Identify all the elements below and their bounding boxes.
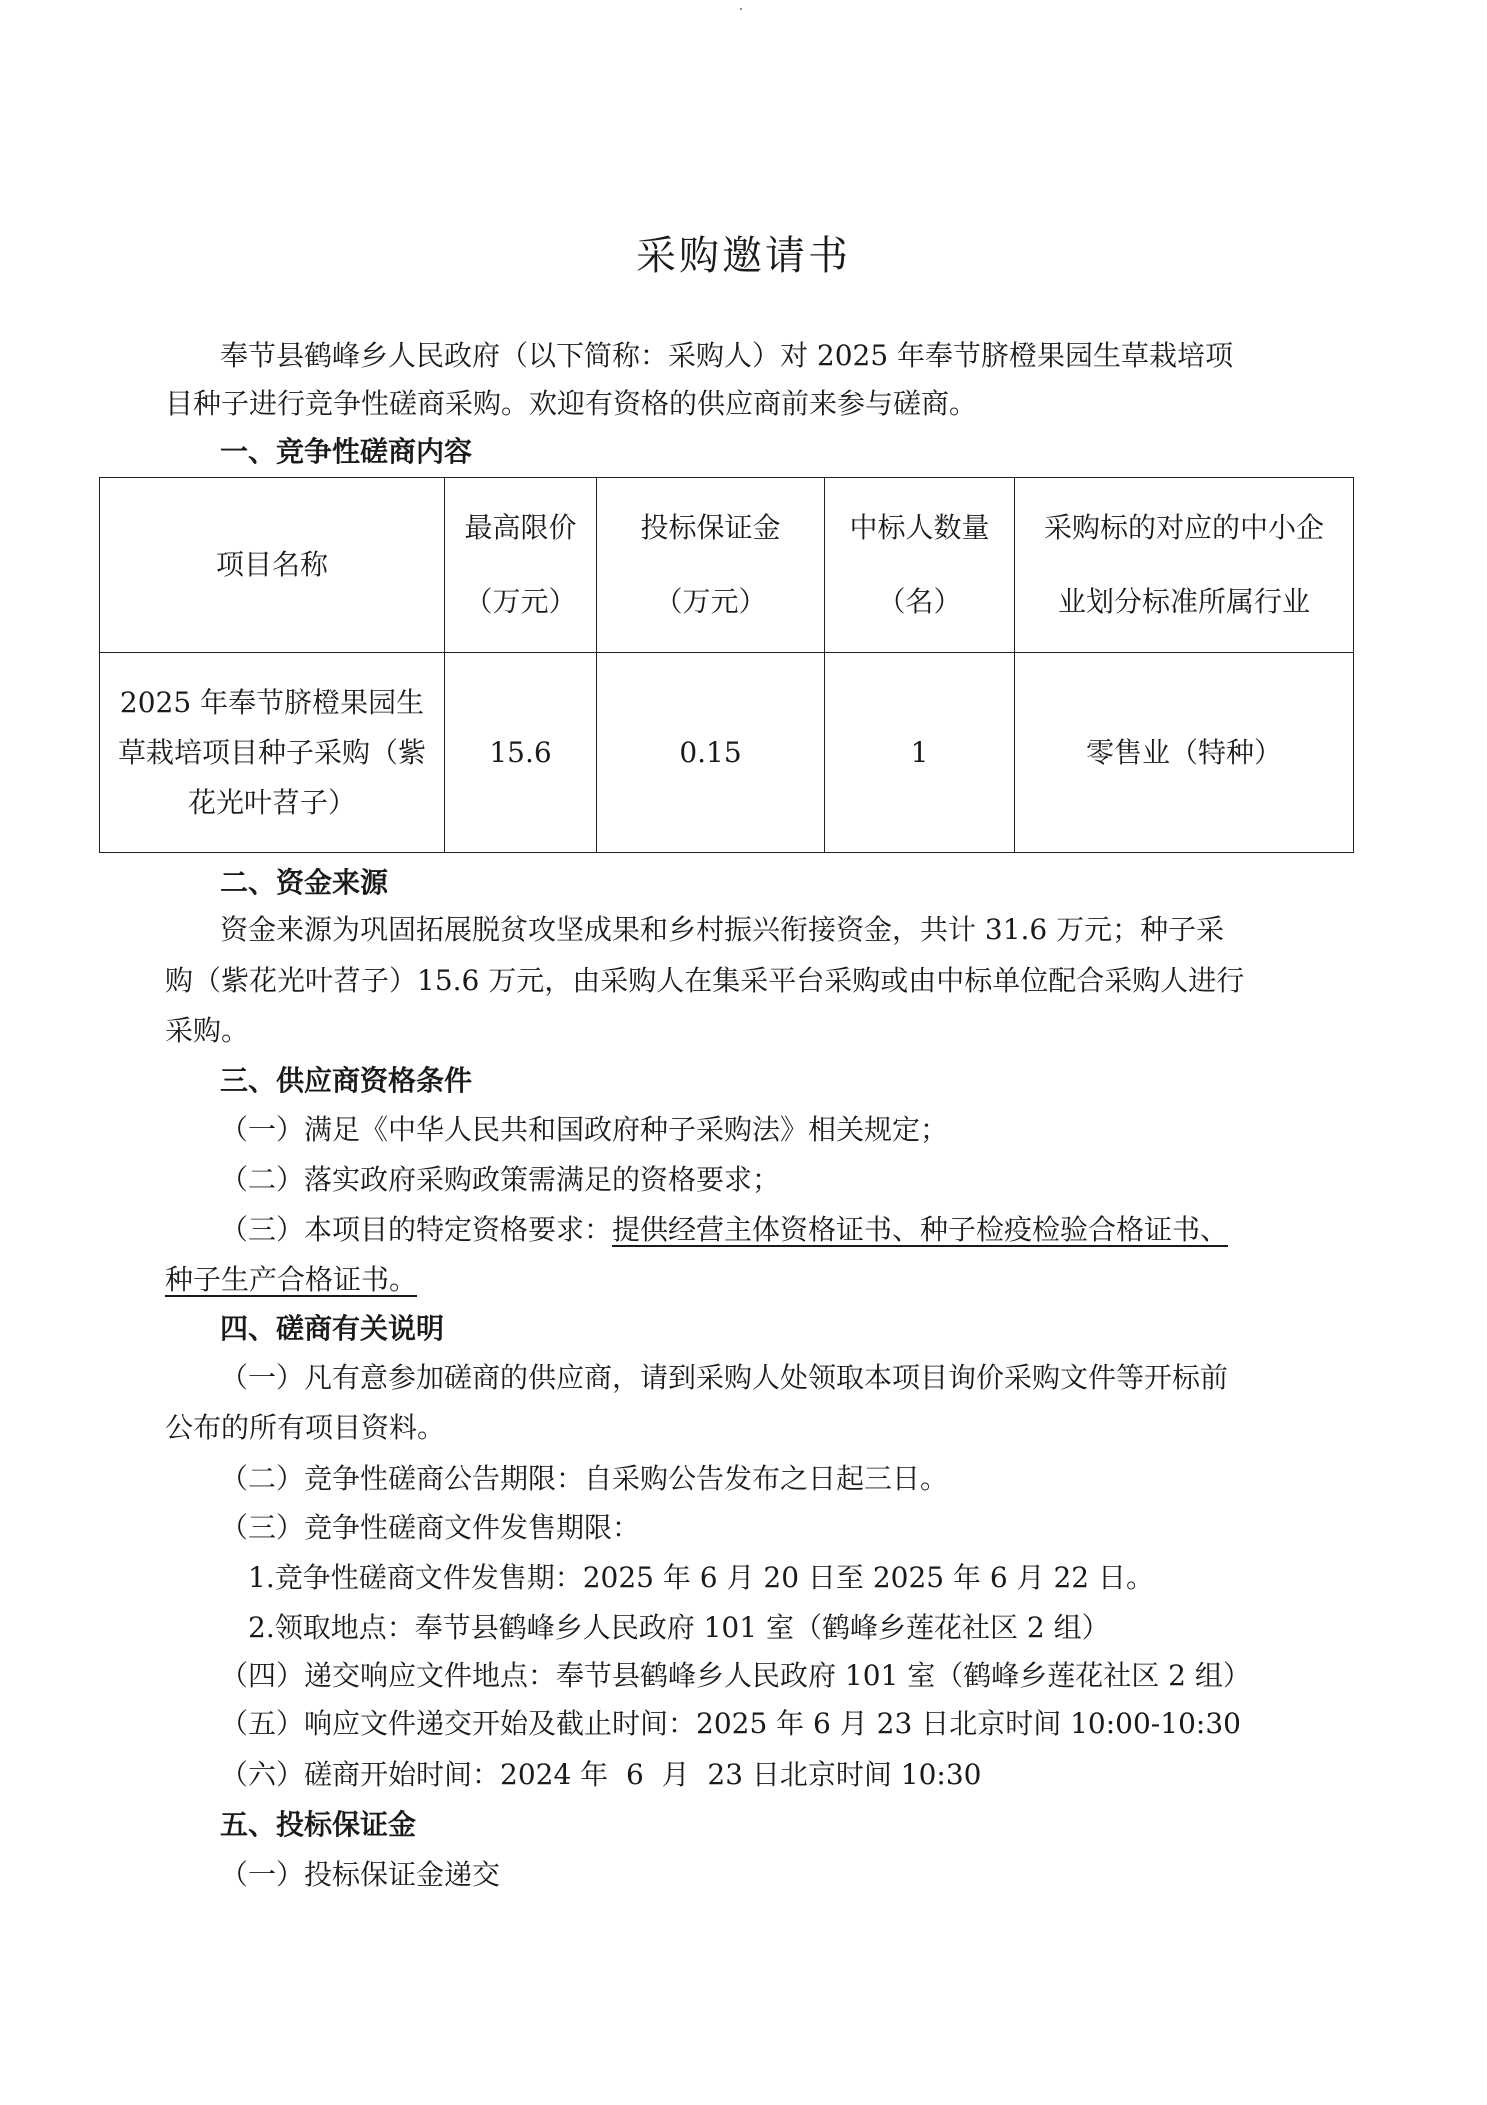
cell-winner-count: 1: [825, 653, 1015, 853]
cell-max-price: 15.6: [445, 653, 597, 853]
section-4-item-6: （六）磋商开始时间：2024 年 6 月 23 日北京时间 10:30: [220, 1758, 982, 1791]
section-2-line-3: 采购。: [165, 1014, 250, 1047]
section-4-item-1-line-2: 公布的所有项目资料。: [165, 1411, 446, 1444]
cell-deposit: 0.15: [597, 653, 825, 853]
procurement-table: [99, 477, 1354, 853]
section-3-heading: 三、供应商资格条件: [220, 1064, 473, 1097]
section-3-item-3-cont: 种子生产合格证书。: [165, 1263, 418, 1296]
cell-industry: 零售业（特种）: [1015, 653, 1354, 853]
header-winner-count: 中标人数量 （名）: [825, 478, 1015, 653]
section-4-item-5: （五）响应文件递交开始及截止时间：2025 年 6 月 23 日北京时间 10:00-10:30: [220, 1707, 1241, 1740]
intro-line-1: 奉节县鹤峰乡人民政府（以下简称：采购人）对 2025 年奉节脐橙果园生草栽培项: [220, 339, 1234, 372]
table-header-row: [100, 478, 1354, 653]
header-industry: 采购标的对应的中小企 业划分标准所属行业: [1015, 478, 1354, 653]
section-4-item-3-sub-1: 1.竞争性磋商文件发售期：2025 年 6 月 20 日至 2025 年 6 月 22 日。: [248, 1561, 1155, 1594]
section-1-heading: 一、竞争性磋商内容: [220, 435, 473, 468]
section-2-line-2: 购（紫花光叶苕子）15.6 万元，由采购人在集采平台采购或由中标单位配合采购人进行: [165, 964, 1245, 997]
section-3-item-1: （一）满足《中华人民共和国政府种子采购法》相关规定；: [220, 1113, 949, 1146]
section-4-item-3-sub-2: 2.领取地点：奉节县鹤峰乡人民政府 101 室（鹤峰乡莲花社区 2 组）: [248, 1611, 1110, 1644]
page-title: 采购邀请书: [636, 233, 851, 279]
scan-speck: [740, 8, 742, 10]
section-3-item-3: （三）本项目的特定资格要求：提供经营主体资格证书、种子检疫检验合格证书、: [220, 1213, 1229, 1246]
section-4-item-2: （二）竞争性磋商公告期限：自采购公告发布之日起三日。: [220, 1462, 949, 1495]
section-4-item-1-line-1: （一）凡有意参加磋商的供应商，请到采购人处领取本项目询价采购文件等开标前: [220, 1361, 1229, 1394]
intro-line-2: 目种子进行竞争性磋商采购。欢迎有资格的供应商前来参与磋商。: [165, 387, 978, 420]
special-requirements: 提供经营主体资格证书、种子检疫检验合格证书、: [612, 1213, 1229, 1246]
section-4-item-3: （三）竞争性磋商文件发售期限：: [220, 1511, 641, 1544]
header-max-price: 最高限价 （万元）: [445, 478, 597, 653]
header-project-name: 项目名称: [100, 478, 445, 653]
section-3-item-2: （二）落实政府采购政策需满足的资格要求；: [220, 1163, 781, 1196]
header-deposit: 投标保证金 （万元）: [597, 478, 825, 653]
section-5-item-1: （一）投标保证金递交: [220, 1858, 501, 1891]
section-4-item-4: （四）递交响应文件地点：奉节县鹤峰乡人民政府 101 室（鹤峰乡莲花社区 2 组）: [220, 1659, 1251, 1692]
section-2-line-1: 资金来源为巩固拓展脱贫攻坚成果和乡村振兴衔接资金，共计 31.6 万元；种子采: [220, 913, 1225, 946]
section-5-heading: 五、投标保证金: [220, 1808, 417, 1841]
section-4-heading: 四、磋商有关说明: [220, 1312, 445, 1345]
section-2-heading: 二、资金来源: [220, 866, 389, 899]
table-row: [100, 653, 1354, 853]
cell-project-name: 2025 年奉节脐橙果园生 草栽培项目种子采购（紫 花光叶苕子）: [100, 653, 445, 853]
